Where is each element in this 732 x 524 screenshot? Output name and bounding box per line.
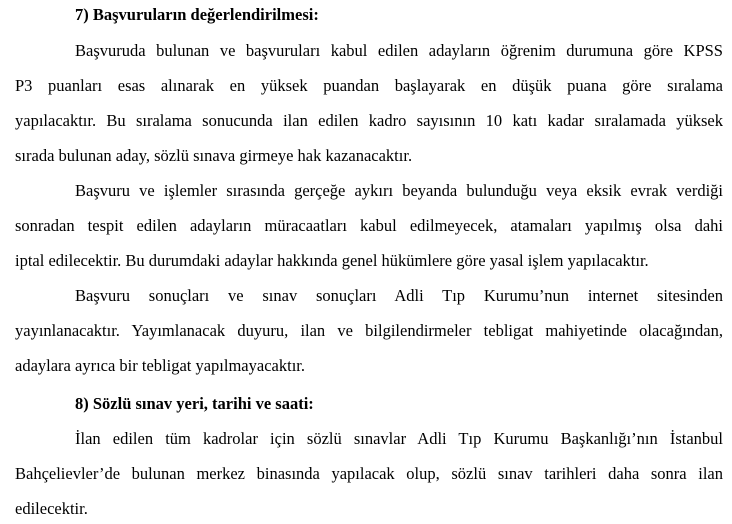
paragraph-line: İlan edilen tüm kadrolar için sözlü sınavlar Adli Tıp Kurumu Başkanlığı’nın İstanbul xyxy=(75,429,723,448)
paragraph-line: sırada bulunan aday, sözlü sınava girmeye hak kazanacaktır. xyxy=(15,146,413,165)
paragraph-line: iptal edilecektir. Bu durumdaki adaylar hakkında genel hükümlere göre yasal işlem yapılacaktır. xyxy=(15,251,649,270)
section-8-heading: 8) Sözlü sınav yeri, tarihi ve saati: xyxy=(75,394,314,413)
paragraph-line: sonradan tespit edilen adayların müracaatları kabul edilmeyecek, atamaları yapılmış olsa dahi xyxy=(15,216,723,235)
paragraph-line: yayınlanacaktır. Yayımlanacak duyuru, ilan ve bilgilendirmeler tebligat mahiyetinde olacağından, xyxy=(15,321,723,340)
paragraph-line: Başvuru ve işlemler sırasında gerçeğe aykırı beyanda bulunduğu veya eksik evrak verdiği xyxy=(75,181,723,200)
paragraph-line: Başvuruda bulunan ve başvuruları kabul edilen adayların öğrenim durumuna göre KPSS xyxy=(75,41,723,60)
paragraph-line: P3 puanları esas alınarak en yüksek puandan başlayarak en düşük puana göre sıralama xyxy=(15,76,723,95)
paragraph-line: Başvuru sonuçları ve sınav sonuçları Adli Tıp Kurumu’nun internet sitesinden xyxy=(75,286,723,305)
paragraph-line: yapılacaktır. Bu sıralama sonucunda ilan edilen kadro sayısının 10 katı kadar sıralamada yüksek xyxy=(15,111,723,130)
paragraph-line: adaylara ayrıca bir tebligat yapılmayacaktır. xyxy=(15,356,305,375)
section-7-heading: 7) Başvuruların değerlendirilmesi: xyxy=(75,5,319,24)
paragraph-line: Bahçelievler’de bulunan merkez binasında yapılacak olup, sözlü sınav tarihleri daha sonra ilan xyxy=(15,464,723,483)
paragraph-line: edilecektir. xyxy=(15,499,88,518)
